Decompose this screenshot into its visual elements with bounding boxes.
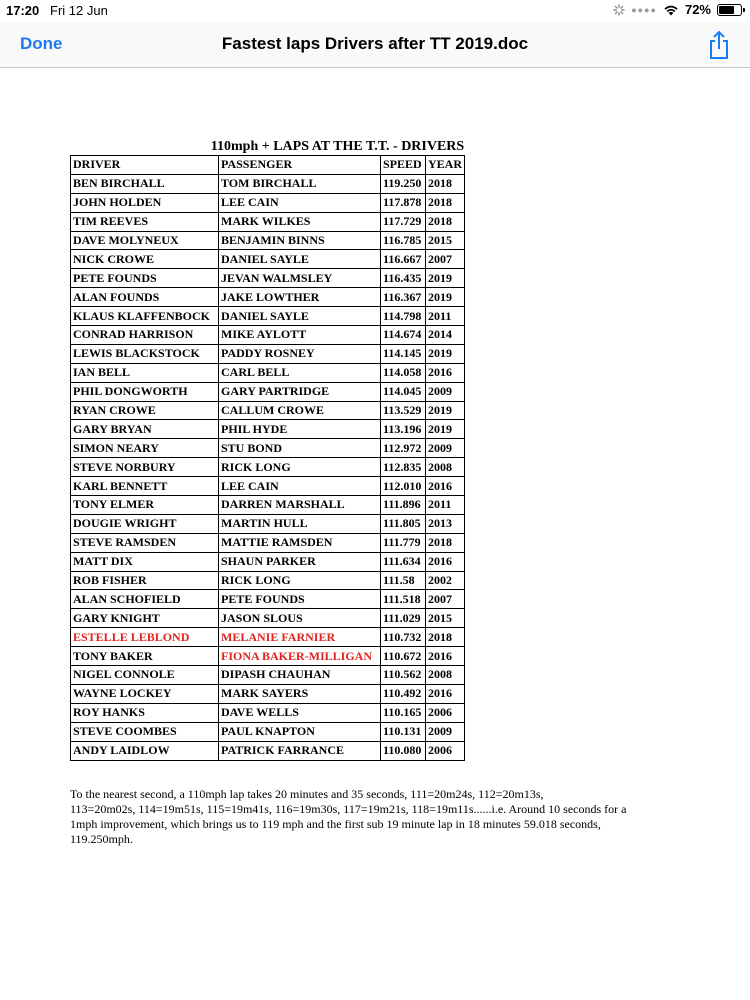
cell-passenger: FIONA BAKER-MILLIGAN	[219, 647, 381, 666]
table-row	[71, 703, 465, 722]
cell-driver: KLAUS KLAFFENBOCK	[71, 307, 219, 326]
cell-year: 2019	[426, 344, 465, 363]
cell-speed: 111.634	[381, 552, 426, 571]
cell-driver: PHIL DONGWORTH	[71, 382, 219, 401]
table-row	[71, 439, 465, 458]
cell-speed: 111.518	[381, 590, 426, 609]
footnote	[70, 787, 670, 847]
cell-year: 2006	[426, 703, 465, 722]
cell-year: 2006	[426, 741, 465, 760]
cell-year: 2015	[426, 609, 465, 628]
cell-passenger: PATRICK FARRANCE	[219, 741, 381, 760]
footnote-line: 113=20m02s, 114=19m51s, 115=19m41s, 116=19m30s, 117=19m21s, 118=19m11s......i.e. Around 10 seconds for a	[70, 802, 627, 816]
status-icons	[613, 2, 742, 17]
cell-year: 2008	[426, 666, 465, 685]
header-speed: SPEED	[381, 156, 426, 175]
cell-driver: KARL BENNETT	[71, 477, 219, 496]
cell-passenger: CALLUM CROWE	[219, 401, 381, 420]
cell-year: 2009	[426, 722, 465, 741]
cell-year: 2019	[426, 401, 465, 420]
cell-speed: 110.492	[381, 684, 426, 703]
cell-passenger: RICK LONG	[219, 458, 381, 477]
cell-passenger: CARL BELL	[219, 363, 381, 382]
table-row	[71, 609, 465, 628]
cell-driver: DAVE MOLYNEUX	[71, 231, 219, 250]
cell-driver: TONY ELMER	[71, 496, 219, 515]
cellular-signal-icon: ●●●●	[631, 4, 657, 15]
cell-speed: 110.080	[381, 741, 426, 760]
cell-speed: 110.131	[381, 722, 426, 741]
cell-speed: 111.58	[381, 571, 426, 590]
cell-driver: NIGEL CONNOLE	[71, 666, 219, 685]
cell-passenger: PAUL KNAPTON	[219, 722, 381, 741]
cell-passenger: JEVAN WALMSLEY	[219, 269, 381, 288]
cell-year: 2019	[426, 420, 465, 439]
cell-driver: JOHN HOLDEN	[71, 193, 219, 212]
table-row	[71, 533, 465, 552]
cell-year: 2002	[426, 571, 465, 590]
cell-speed: 111.779	[381, 533, 426, 552]
cell-speed: 112.972	[381, 439, 426, 458]
cell-driver: TIM REEVES	[71, 212, 219, 231]
cell-passenger: MELANIE FARNIER	[219, 628, 381, 647]
cell-driver: PETE FOUNDS	[71, 269, 219, 288]
cell-speed: 110.732	[381, 628, 426, 647]
cell-driver: IAN BELL	[71, 363, 219, 382]
wifi-icon	[663, 4, 679, 16]
table-row	[71, 174, 465, 193]
cell-year: 2016	[426, 363, 465, 382]
table-row	[71, 250, 465, 269]
cell-year: 2019	[426, 288, 465, 307]
table-row	[71, 552, 465, 571]
table-row	[71, 288, 465, 307]
cell-driver: WAYNE LOCKEY	[71, 684, 219, 703]
cell-passenger: TOM BIRCHALL	[219, 174, 381, 193]
table-row	[71, 193, 465, 212]
cell-year: 2019	[426, 269, 465, 288]
cell-year: 2018	[426, 628, 465, 647]
table-row	[71, 666, 465, 685]
table-row	[71, 269, 465, 288]
cell-year: 2016	[426, 647, 465, 666]
cell-passenger: BENJAMIN BINNS	[219, 231, 381, 250]
drivers-table	[70, 155, 465, 761]
cell-year: 2016	[426, 684, 465, 703]
cell-year: 2007	[426, 590, 465, 609]
share-icon	[707, 30, 731, 60]
cell-passenger: PETE FOUNDS	[219, 590, 381, 609]
table-row	[71, 363, 465, 382]
table-row	[71, 684, 465, 703]
header-driver: DRIVER	[71, 156, 219, 175]
cell-passenger: DANIEL SAYLE	[219, 307, 381, 326]
table-row	[71, 212, 465, 231]
cell-speed: 119.250	[381, 174, 426, 193]
cell-passenger: MATTIE RAMSDEN	[219, 533, 381, 552]
cell-year: 2018	[426, 212, 465, 231]
cell-year: 2011	[426, 307, 465, 326]
table-row	[71, 722, 465, 741]
cell-passenger: PHIL HYDE	[219, 420, 381, 439]
footnote-line: 1mph improvement, which brings us to 119 mph and the first sub 19 minute lap in 18 minutes 59.018 seconds,	[70, 817, 601, 831]
cell-passenger: MARK SAYERS	[219, 684, 381, 703]
cell-passenger: MARTIN HULL	[219, 514, 381, 533]
table-row	[71, 571, 465, 590]
cell-passenger: PADDY ROSNEY	[219, 344, 381, 363]
table-header-row	[71, 156, 465, 175]
cell-driver: STEVE RAMSDEN	[71, 533, 219, 552]
cell-driver: ROY HANKS	[71, 703, 219, 722]
cell-speed: 116.367	[381, 288, 426, 307]
activity-spinner-icon	[613, 4, 625, 16]
cell-year: 2009	[426, 439, 465, 458]
table-row	[71, 477, 465, 496]
cell-driver: GARY KNIGHT	[71, 609, 219, 628]
battery-icon	[717, 4, 742, 16]
cell-passenger: DARREN MARSHALL	[219, 496, 381, 515]
cell-year: 2016	[426, 477, 465, 496]
navigation-bar	[0, 22, 750, 68]
cell-speed: 110.672	[381, 647, 426, 666]
cell-year: 2018	[426, 533, 465, 552]
cell-speed: 113.196	[381, 420, 426, 439]
table-row	[71, 382, 465, 401]
footnote-line: To the nearest second, a 110mph lap takes 20 minutes and 35 seconds, 111=20m24s, 112=20m13s,	[70, 787, 544, 801]
cell-year: 2018	[426, 174, 465, 193]
cell-year: 2009	[426, 382, 465, 401]
cell-passenger: SHAUN PARKER	[219, 552, 381, 571]
cell-driver: ANDY LAIDLOW	[71, 741, 219, 760]
cell-passenger: DAVE WELLS	[219, 703, 381, 722]
table-row	[71, 307, 465, 326]
cell-driver: ESTELLE LEBLOND	[71, 628, 219, 647]
cell-passenger: MIKE AYLOTT	[219, 326, 381, 345]
cell-passenger: RICK LONG	[219, 571, 381, 590]
status-bar	[0, 0, 750, 22]
cell-year: 2014	[426, 326, 465, 345]
cell-speed: 113.529	[381, 401, 426, 420]
cell-speed: 110.562	[381, 666, 426, 685]
cell-driver: BEN BIRCHALL	[71, 174, 219, 193]
done-button[interactable]: Done	[20, 34, 63, 53]
table-row	[71, 647, 465, 666]
cell-driver: RYAN CROWE	[71, 401, 219, 420]
cell-passenger: DANIEL SAYLE	[219, 250, 381, 269]
cell-driver: DOUGIE WRIGHT	[71, 514, 219, 533]
table-row	[71, 628, 465, 647]
cell-driver: MATT DIX	[71, 552, 219, 571]
table-row	[71, 741, 465, 760]
cell-year: 2013	[426, 514, 465, 533]
cell-year: 2015	[426, 231, 465, 250]
cell-speed: 116.667	[381, 250, 426, 269]
cell-driver: STEVE NORBURY	[71, 458, 219, 477]
header-passenger: PASSENGER	[219, 156, 381, 175]
cell-year: 2008	[426, 458, 465, 477]
table-row	[71, 590, 465, 609]
cell-passenger: GARY PARTRIDGE	[219, 382, 381, 401]
cell-speed: 114.145	[381, 344, 426, 363]
cell-speed: 117.729	[381, 212, 426, 231]
cell-speed: 112.010	[381, 477, 426, 496]
table-title: 110mph + LAPS AT THE T.T. - DRIVERS	[210, 139, 465, 154]
cell-driver: ALAN SCHOFIELD	[71, 590, 219, 609]
cell-driver: ALAN FOUNDS	[71, 288, 219, 307]
table-row	[71, 458, 465, 477]
cell-year: 2018	[426, 193, 465, 212]
cell-passenger: STU BOND	[219, 439, 381, 458]
document-title: Fastest laps Drivers after TT 2019.doc	[221, 34, 529, 53]
cell-passenger: JASON SLOUS	[219, 609, 381, 628]
cell-speed: 116.785	[381, 231, 426, 250]
cell-speed: 111.029	[381, 609, 426, 628]
cell-driver: GARY BRYAN	[71, 420, 219, 439]
share-button[interactable]	[706, 30, 732, 60]
footnote-line: 119.250mph.	[70, 832, 133, 846]
cell-speed: 114.798	[381, 307, 426, 326]
table-row	[71, 496, 465, 515]
cell-year: 2011	[426, 496, 465, 515]
cell-speed: 112.835	[381, 458, 426, 477]
table-row	[71, 344, 465, 363]
table-row	[71, 420, 465, 439]
table-row	[71, 514, 465, 533]
cell-speed: 117.878	[381, 193, 426, 212]
cell-driver: CONRAD HARRISON	[71, 326, 219, 345]
cell-year: 2007	[426, 250, 465, 269]
status-date: Fri 12 Jun	[50, 3, 108, 18]
cell-driver: TONY BAKER	[71, 647, 219, 666]
cell-driver: SIMON NEARY	[71, 439, 219, 458]
cell-year: 2016	[426, 552, 465, 571]
cell-speed: 111.896	[381, 496, 426, 515]
cell-passenger: JAKE LOWTHER	[219, 288, 381, 307]
cell-speed: 114.674	[381, 326, 426, 345]
document-content[interactable]	[0, 69, 750, 1000]
cell-speed: 110.165	[381, 703, 426, 722]
cell-passenger: LEE CAIN	[219, 193, 381, 212]
cell-speed: 111.805	[381, 514, 426, 533]
cell-speed: 114.058	[381, 363, 426, 382]
cell-driver: NICK CROWE	[71, 250, 219, 269]
table-row	[71, 401, 465, 420]
cell-passenger: MARK WILKES	[219, 212, 381, 231]
cell-passenger: LEE CAIN	[219, 477, 381, 496]
cell-driver: STEVE COOMBES	[71, 722, 219, 741]
cell-speed: 114.045	[381, 382, 426, 401]
battery-percent: 72%	[684, 2, 711, 17]
table-row	[71, 326, 465, 345]
table-row	[71, 231, 465, 250]
cell-driver: ROB FISHER	[71, 571, 219, 590]
status-time: 17:20	[6, 3, 40, 18]
cell-speed: 116.435	[381, 269, 426, 288]
header-year: YEAR	[426, 156, 465, 175]
cell-driver: LEWIS BLACKSTOCK	[71, 344, 219, 363]
cell-passenger: DIPASH CHAUHAN	[219, 666, 381, 685]
